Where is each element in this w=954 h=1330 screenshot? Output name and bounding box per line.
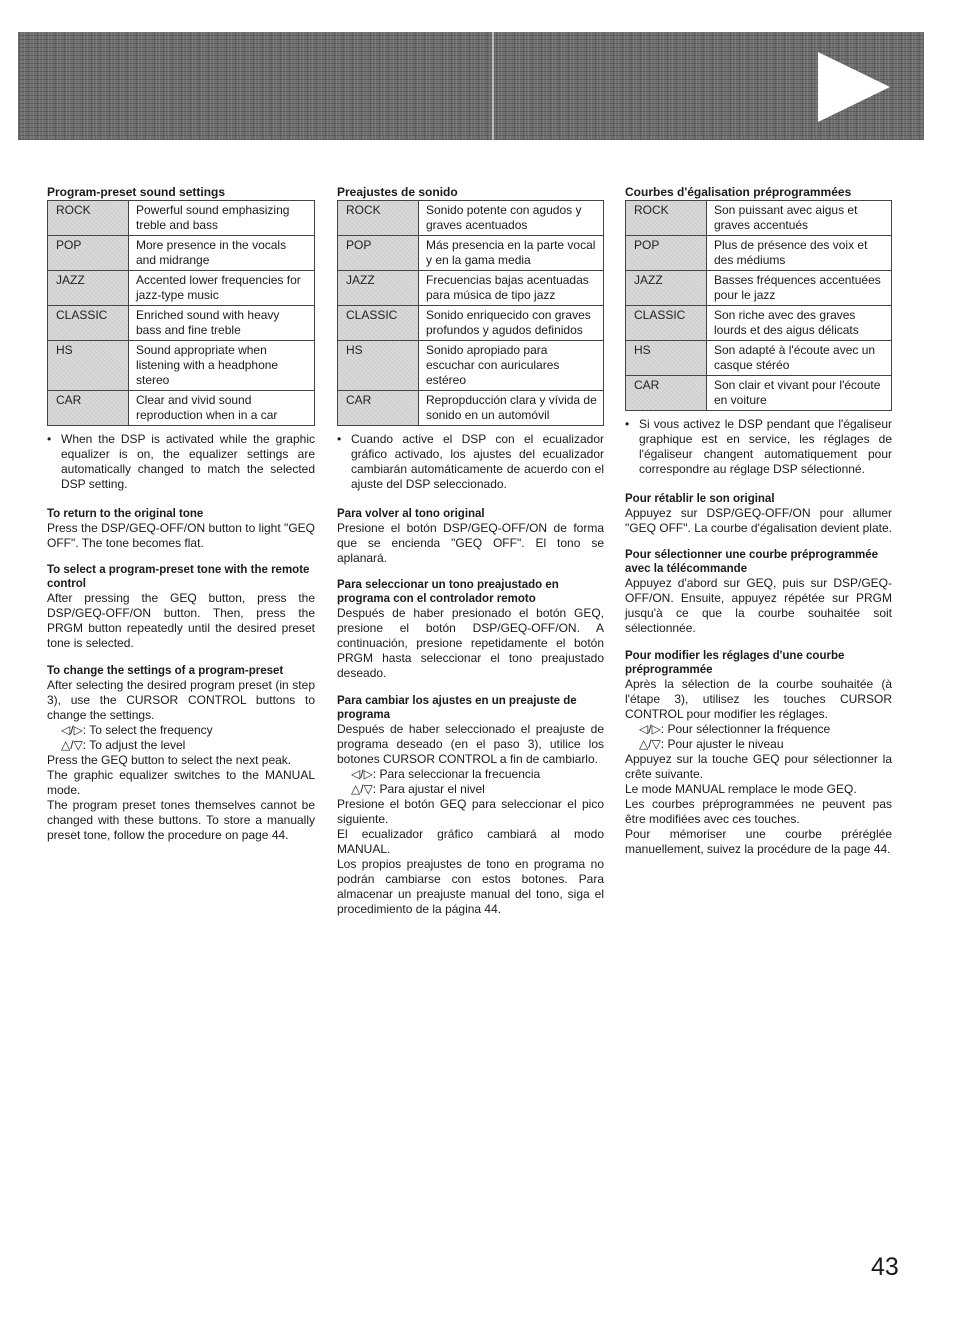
preset-desc: Plus de présence des voix et des médiums: [707, 236, 892, 271]
table-row: [48, 341, 315, 391]
play-arrow-icon: [818, 52, 890, 122]
frequency-line: ◁/▷: To select the frequency: [61, 723, 213, 737]
section-heading: Preajustes de sonido: [337, 185, 458, 199]
table-row: [48, 271, 315, 306]
bullet-dot-icon: •: [625, 417, 630, 431]
level-line: △/▽: Para ajustar el nivel: [351, 782, 485, 796]
change-settings-title: Para cambiar los ajustes en un preajuste de programa: [337, 695, 577, 721]
store-text: The program preset tones themselves cannot be changed with these buttons. To store a manually preset tone, follow the procedure on page 44.: [47, 798, 315, 842]
preset-name: JAZZ: [48, 271, 129, 306]
table-row: [48, 306, 315, 341]
dsp-note: [47, 432, 315, 492]
spanish-column: [337, 185, 604, 917]
manual-line: El ecualizador gráfico cambiará al modo MANUAL.: [337, 827, 604, 856]
preset-name: CAR: [626, 376, 707, 411]
dsp-note: [337, 432, 604, 492]
return-tone-title: Pour rétablir le son original: [625, 493, 775, 505]
dsp-note-text: Cuando active el DSP con el ecualizador gráfico activado, los ajustes del ecualizador cambiarán automáticamente de acuerdo con el ajuste del DSP seleccionado.: [351, 432, 604, 491]
preset-desc: More presence in the vocals and midrange: [129, 236, 315, 271]
preset-name: POP: [626, 236, 707, 271]
table-row: [338, 391, 604, 426]
preset-desc: Sonido potente con agudos y graves acentuados: [419, 201, 604, 236]
preset-name: HS: [48, 341, 129, 391]
change-settings-title: To change the settings of a program-preset: [47, 665, 284, 677]
preset-desc: Son adapté à l'écoute avec un casque stéréo: [707, 341, 892, 376]
preset-name: HS: [338, 341, 419, 391]
english-column: [47, 185, 315, 843]
preset-desc: Enriched sound with heavy bass and fine treble: [129, 306, 315, 341]
return-tone-text: Press the DSP/GEQ-OFF/ON button to light "GEQ OFF". The tone becomes flat.: [47, 521, 315, 550]
remote-select-title: Para seleccionar un tono preajustado en programa con el controlador remoto: [337, 579, 559, 605]
manual-line: The graphic equalizer switches to the MANUAL mode.: [47, 768, 315, 797]
frequency-line: ◁/▷: Para seleccionar la frecuencia: [351, 767, 541, 781]
preset-table: [337, 200, 604, 426]
preset-name: POP: [48, 236, 129, 271]
preset-desc: Clear and vivid sound reproduction when in a car: [129, 391, 315, 426]
peak-text: Presione el botón GEQ para seleccionar el pico siguiente.: [337, 797, 604, 826]
table-row: [338, 271, 604, 306]
table-row: [626, 341, 892, 376]
preset-name: CAR: [338, 391, 419, 426]
preset-name: POP: [338, 236, 419, 271]
dsp-note-text: Si vous activez le DSP pendant que l'égaliseur graphique est en service, les réglages de l'égaliseur changent automatiquement pour correspondre au réglage DSP sélectionné.: [639, 417, 892, 476]
table-row: [48, 236, 315, 271]
section-heading: Program-preset sound settings: [47, 185, 226, 199]
preset-name: JAZZ: [338, 271, 419, 306]
change-settings-text: Après la sélection de la courbe souhaitée (à l'étape 3), utilisez les touches CURSOR CONTROL pour modifier les réglages.: [625, 677, 892, 721]
table-row: [626, 236, 892, 271]
table-row: [48, 391, 315, 426]
preset-name: CLASSIC: [626, 306, 707, 341]
preset-desc: Powerful sound emphasizing treble and bass: [129, 201, 315, 236]
preset-desc: Basses fréquences accentuées pour le jazz: [707, 271, 892, 306]
table-row: [48, 201, 315, 236]
preset-table: [47, 200, 315, 426]
preset-name: ROCK: [338, 201, 419, 236]
table-row: [626, 306, 892, 341]
return-tone-text: Appuyez sur DSP/GEQ-OFF/ON pour allumer "GEQ OFF". La courbe d'égalisation devient plate.: [625, 506, 892, 535]
preset-table: [625, 200, 892, 411]
preset-desc: Sound appropriate when listening with a headphone stereo: [129, 341, 315, 391]
table-row: [338, 201, 604, 236]
preset-name: ROCK: [48, 201, 129, 236]
change-settings-text: After selecting the desired program preset (in step 3), use the CURSOR CONTROL buttons to change the settings.: [47, 678, 315, 722]
remote-select-title: Pour sélectionner une courbe préprogrammée avec la télécommande: [625, 549, 879, 575]
preset-desc: Son clair et vivant pour l'écoute en voiture: [707, 376, 892, 411]
preset-name: CLASSIC: [48, 306, 129, 341]
frequency-line: ◁/▷: Pour sélectionner la fréquence: [639, 722, 831, 736]
change-settings-title: Pour modifier les réglages d'une courbe préprogrammée: [625, 650, 845, 676]
preset-desc: Accented lower frequencies for jazz-type music: [129, 271, 315, 306]
header-banner: [18, 32, 924, 140]
page-number: 43: [871, 1253, 899, 1281]
remote-select-text: Appuyez d'abord sur GEQ, puis sur DSP/GEQ-OFF/ON. Ensuite, appuyez répétée sur PRGM jusqu'à ce que la courbe souhaitée soit sélectionnée.: [625, 576, 892, 635]
return-tone-text: Presione el botón DSP/GEQ-OFF/ON de forma que se encienda "GEQ OFF". El tono se aplanará.: [337, 521, 604, 565]
preset-name: HS: [626, 341, 707, 376]
table-row: [338, 341, 604, 391]
preset-desc: Repropducción clara y vívida de sonido en un automóvil: [419, 391, 604, 426]
peak-text: Appuyez sur la touche GEQ pour sélectionner la crête suivante.: [625, 752, 892, 781]
preset-name: JAZZ: [626, 271, 707, 306]
cannot-text: Les courbes préprogrammées ne peuvent pas être modifiées avec ces touches.: [625, 797, 892, 826]
table-row: [626, 201, 892, 236]
preset-name: CLASSIC: [338, 306, 419, 341]
remote-select-title: To select a program-preset tone with the remote control: [47, 564, 310, 590]
store-text: Los propios preajustes de tono en programa no podrán cambiarse con estos botones. Para almacenar un preajuste manual del tono, siga el procedimiento de la página 44.: [337, 857, 604, 916]
banner-divider: [492, 32, 494, 140]
french-column: [625, 185, 892, 857]
section-heading: Courbes d'égalisation préprogrammées: [625, 185, 852, 199]
preset-desc: Son riche avec des graves lourds et des aigus délicats: [707, 306, 892, 341]
preset-desc: Sonido apropiado para escuchar con auriculares estéreo: [419, 341, 604, 391]
change-settings-text: Después de haber seleccionado el preajuste de programa deseado (en el paso 3), utilice los botones CURSOR CONTROL a fin de cambiarlo.: [337, 722, 604, 766]
dsp-note-text: When the DSP is activated while the graphic equalizer is on, the equalizer settings are automatically changed to match the selected DSP setting.: [61, 432, 315, 491]
return-tone-title: Para volver al tono original: [337, 508, 485, 520]
remote-select-text: After pressing the GEQ button, press the DSP/GEQ-OFF/ON button. Then, press the PRGM button repeatedly until the desired preset tone is selected.: [47, 591, 315, 650]
table-row: [626, 376, 892, 411]
level-line: △/▽: To adjust the level: [61, 738, 186, 752]
table-row: [338, 306, 604, 341]
bullet-dot-icon: •: [47, 432, 52, 446]
preset-desc: Son puissant avec aigus et graves accentués: [707, 201, 892, 236]
peak-line: Press the GEQ button to select the next peak.: [47, 753, 292, 767]
preset-name: ROCK: [626, 201, 707, 236]
preset-desc: Sonido enriquecido con graves profundos y agudos definidos: [419, 306, 604, 341]
return-tone-title: To return to the original tone: [47, 508, 204, 520]
dsp-note: [625, 417, 892, 477]
preset-name: CAR: [48, 391, 129, 426]
preset-desc: Más presencia en la parte vocal y en la gama media: [419, 236, 604, 271]
manual-line: Le mode MANUAL remplace le mode GEQ.: [625, 782, 857, 796]
store-text: Pour mémoriser une courbe préréglée manuellement, suivez la procédure de la page 44.: [625, 827, 892, 856]
preset-desc: Frecuencias bajas acentuadas para música de tipo jazz: [419, 271, 604, 306]
table-row: [626, 271, 892, 306]
table-row: [338, 236, 604, 271]
bullet-dot-icon: •: [337, 432, 342, 446]
remote-select-text: Después de haber presionado el botón GEQ, presione el botón DSP/GEQ-OFF/ON. A continuación, presione repetidamente el botón PRGM hasta seleccionar el tono preajustado deseado.: [337, 606, 604, 680]
level-line: △/▽: Pour ajuster le niveau: [639, 737, 784, 751]
